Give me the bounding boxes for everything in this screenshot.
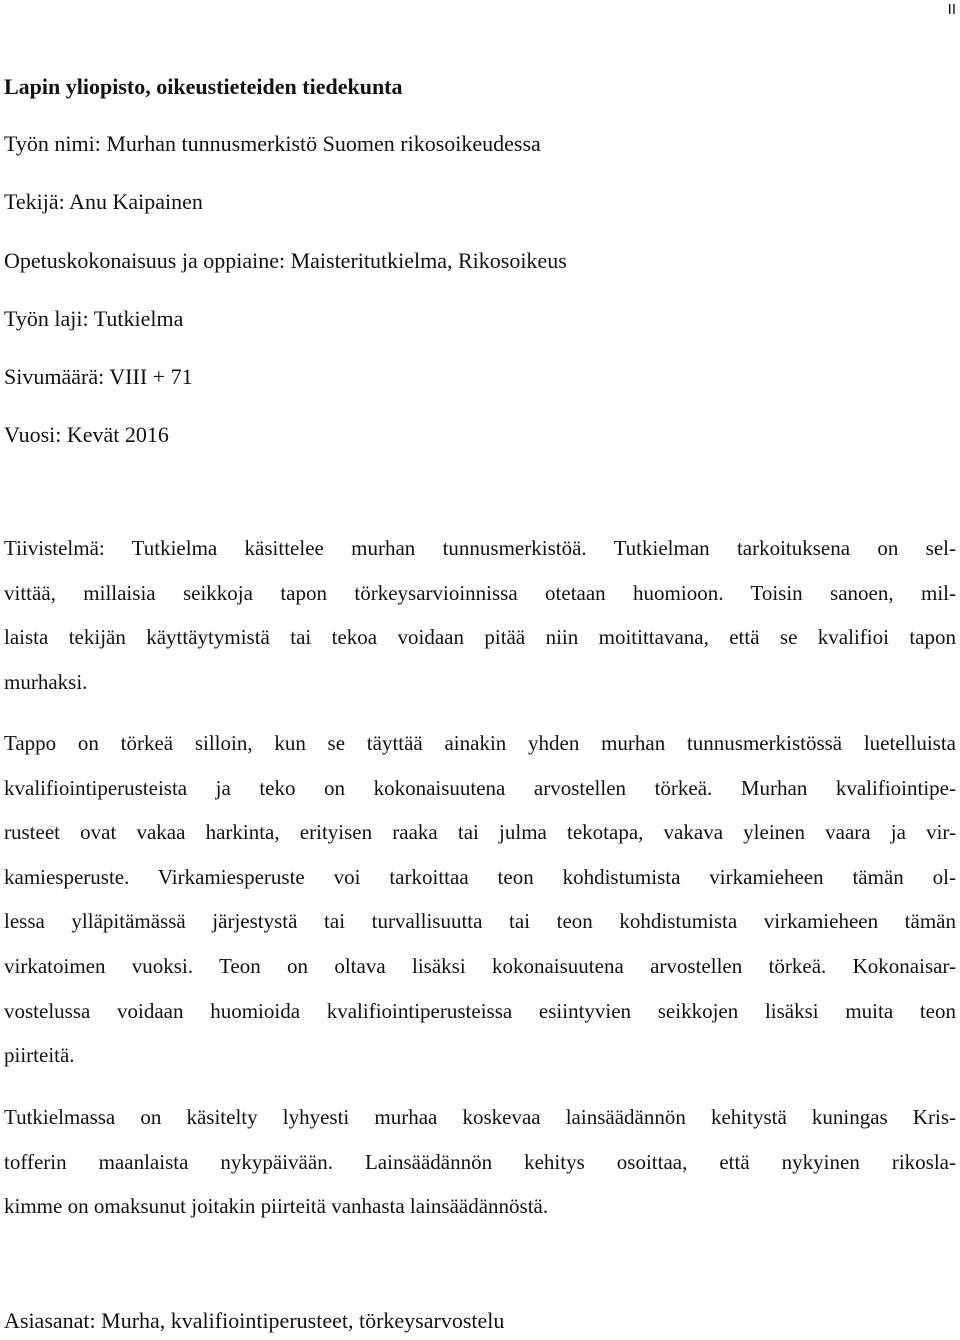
work-name: Työn nimi: Murhan tunnusmerkistö Suomen rikosoikeudessa <box>4 131 541 156</box>
abstract-paragraph-2 <box>4 721 956 1078</box>
abstract-line: laista tekijän käyttäytymistä tai tekoa voidaan pitää niin moitittavana, että se kvalifioi tapon <box>4 625 956 650</box>
subject: Opetuskokonaisuus ja oppiaine: Maisteritutkielma, Rikosoikeus <box>4 248 567 273</box>
abstract-line: virkatoimen vuoksi. Teon on oltava lisäksi kokonaisuutena arvostellen törkeä. Kokonaisar- <box>4 953 956 978</box>
page-number: II <box>947 1 956 18</box>
abstract-line: Tiivistelmä: Tutkielma käsittelee murhan tunnusmerkistöä. Tutkielman tarkoituksena on sel- <box>4 536 956 560</box>
abstract-line: vostelussa voidaan huomioida kvalifiointiperusteissa esiintyvien seikkojen lisäksi muita teon <box>4 998 956 1023</box>
year: Vuosi: Kevät 2016 <box>4 422 169 447</box>
abstract-line: kimme on omaksunut joitakin piirteitä vanhasta lainsäädännöstä. <box>4 1194 549 1219</box>
page-count: Sivumäärä: VIII + 71 <box>4 364 193 389</box>
abstract-line: Tutkielmassa on käsitelty lyhyesti murhaa koskevaa lainsäädännön kehitystä kuningas Kris- <box>4 1105 956 1129</box>
abstract-line: lessa ylläpitämässä järjestystä tai turvallisuutta tai teon kohdistumista virkamieheen tämän <box>4 909 956 934</box>
abstract-line: kvalifiointiperusteista ja teko on kokonaisuutena arvostellen törkeä. Murhan kvalifiointipe- <box>4 775 956 800</box>
abstract-paragraph-1 <box>4 526 956 704</box>
faculty-title: Lapin yliopisto, oikeustieteiden tiedekunta <box>4 74 403 99</box>
abstract-line: Tappo on törkeä silloin, kun se täyttää ainakin yhden murhan tunnusmerkistössä luetelluista <box>4 731 956 755</box>
keywords: Asiasanat: Murha, kvalifiointiperusteet, törkeysarvostelu <box>4 1308 505 1333</box>
abstract-line: murhaksi. <box>4 669 88 694</box>
work-type: Työn laji: Tutkielma <box>4 306 184 331</box>
abstract-line: kamiesperuste. Virkamiesperuste voi tarkoittaa teon kohdistumista virkamieheen tämän ol- <box>4 864 956 889</box>
author: Tekijä: Anu Kaipainen <box>4 189 203 214</box>
abstract-line: rusteet ovat vakaa harkinta, erityisen raaka tai julma tekotapa, vakava yleinen vaara ja vir- <box>4 820 956 845</box>
abstract-line: piirteitä. <box>4 1043 75 1068</box>
abstract-paragraph-3 <box>4 1095 956 1229</box>
abstract-line: tofferin maanlaista nykypäivään. Lainsäädännön kehitys osoittaa, että nykyinen rikosla- <box>4 1149 956 1174</box>
abstract-line: vittää, millaisia seikkoja tapon törkeysarvioinnissa otetaan huomioon. Toisin sanoen, mil- <box>4 580 956 605</box>
